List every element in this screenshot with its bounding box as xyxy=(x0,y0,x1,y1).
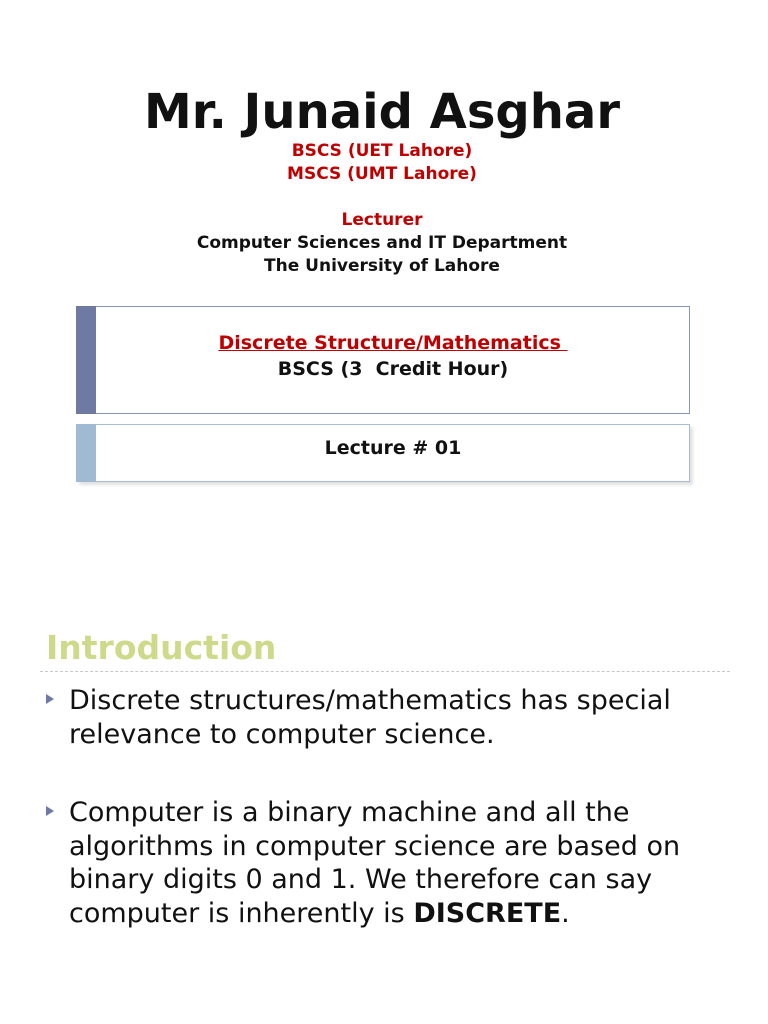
presenter-name: Mr. Junaid Asghar xyxy=(144,84,620,140)
bullet-text-emphasis: DISCRETE xyxy=(413,897,562,929)
bullet-text-main: Computer is a binary machine and all the algorithms in computer science are based on binary digits 0 and 1. We therefore can say computer is inherently is xyxy=(69,797,681,929)
lecture-box-accent-bar xyxy=(76,424,96,482)
course-box-accent-bar xyxy=(76,306,96,414)
bullet-text: Discrete structures/mathematics has special relevance to computer science. xyxy=(69,685,671,750)
university-name: The University of Lahore xyxy=(264,256,500,276)
department-name: Computer Sciences and IT Department xyxy=(196,233,568,253)
lecture-number: Lecture # 01 xyxy=(324,437,462,459)
heading-divider xyxy=(40,671,730,672)
bullet-text xyxy=(69,796,719,930)
triangle-bullet-icon xyxy=(46,806,54,816)
course-credit-hours: BSCS (3 Credit Hour) xyxy=(277,358,509,380)
introduction-slide xyxy=(0,600,768,1024)
introduction-heading: Introduction xyxy=(46,628,277,667)
triangle-bullet-icon xyxy=(46,694,54,704)
degree-bscs: BSCS (UET Lahore) xyxy=(291,141,473,161)
course-box xyxy=(76,306,690,414)
title-slide xyxy=(0,0,768,500)
lecture-box xyxy=(76,424,690,482)
course-title-link[interactable]: Discrete Structure/Mathematics xyxy=(218,332,568,354)
bullet-text-end: . xyxy=(561,897,570,929)
degree-mscs: MSCS (UMT Lahore) xyxy=(287,164,477,184)
role-title: Lecturer xyxy=(341,210,423,230)
